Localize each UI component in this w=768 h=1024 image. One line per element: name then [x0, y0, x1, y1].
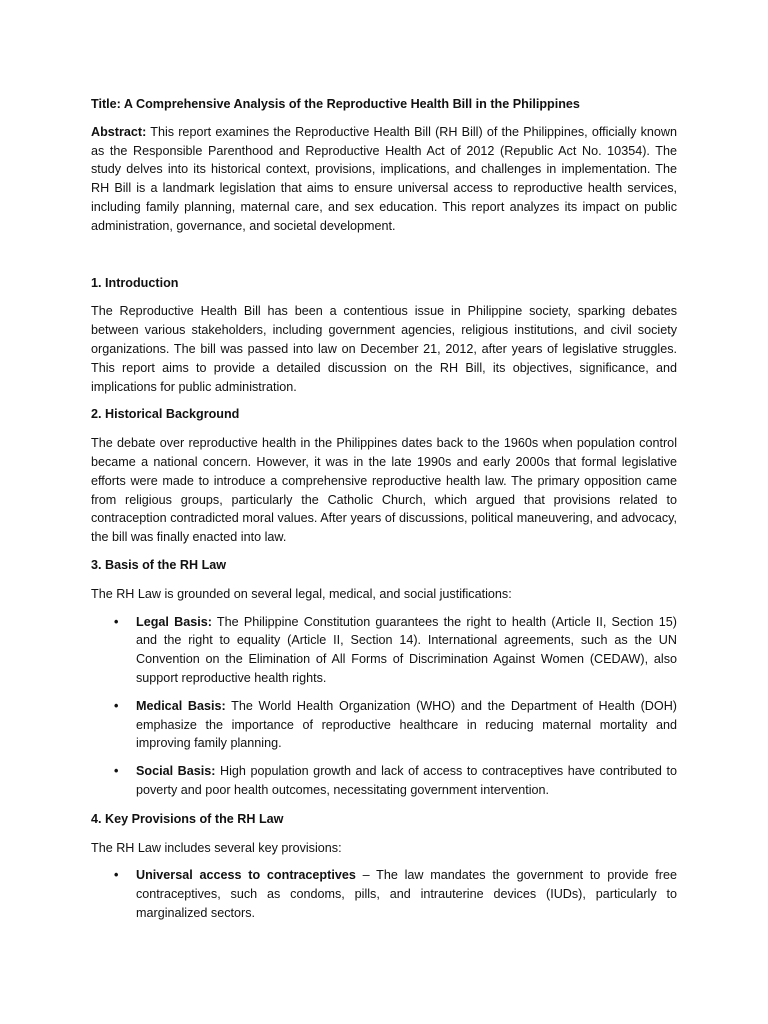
provisions-bullet-list — [91, 866, 677, 922]
basis-bullet-list — [91, 613, 677, 800]
bullet-label: Legal Basis: — [136, 614, 212, 629]
section-heading-basis: 3. Basis of the RH Law — [91, 557, 227, 572]
bullet-text: High population growth and lack of access to contraceptives have contributed to poverty and poor health outcomes, necessitating government intervention. — [136, 764, 677, 797]
bullet-text: The World Health Organization (WHO) and the Department of Health (DOH) emphasize the importance of reproductive healthcare in reducing maternal mortality and improving family planning. — [136, 698, 677, 751]
bullet-label: Universal access to contraceptives — [136, 868, 356, 883]
section-heading-introduction: 1. Introduction — [91, 275, 179, 290]
list-item — [91, 866, 677, 922]
list-item — [91, 697, 677, 753]
section-heading-historical-background: 2. Historical Background — [91, 407, 240, 422]
bullet-icon: • — [114, 698, 119, 713]
introduction-paragraph: The Reproductive Health Bill has been a contentious issue in Philippine society, sparking debates between various stakeholders, including government agencies, religious institutions, and civil society organizations. The bill was passed into law on December 21, 2012, after years of legislative struggles. This report aims to provide a detailed discussion on the RH Bill, its objectives, significance, and implications for public administration. — [91, 304, 677, 394]
bullet-label: Medical Basis: — [136, 698, 226, 713]
document-title: Title: A Comprehensive Analysis of the Reproductive Health Bill in the Philippines — [91, 97, 580, 111]
list-item — [91, 762, 677, 800]
bullet-icon: • — [114, 764, 119, 779]
historical-background-paragraph: The debate over reproductive health in the Philippines dates back to the 1960s when population control became a national concern. However, it was in the late 1990s and early 2000s that formal legislative efforts were made to introduce a comprehensive reproductive health law. The primary opposition came from religious groups, particularly the Catholic Church, which argued that provisions related to contraception contradicted moral values. After years of discussions, political maneuvering, and advocacy, the bill was finally enacted into law. — [91, 436, 677, 545]
bullet-text: – The law mandates the government to provide free contraceptives, such as condoms, pills, and intrauterine devices (IUDs), particularly to marginalized sectors. — [136, 868, 677, 920]
list-item — [91, 613, 677, 688]
abstract-text: This report examines the Reproductive Health Bill (RH Bill) of the Philippines, officially known as the Responsible Parenthood and Reproductive Health Act of 2012 (Republic Act No. 10354). The study delves into its historical context, provisions, implications, and challenges in implementation. The RH Bill is a landmark legislation that aims to ensure universal access to reproductive health services, including family planning, maternal care, and sex education. This report analyzes its impact on public administration, governance, and societal development. — [91, 124, 677, 233]
bullet-label: Social Basis: — [136, 764, 216, 779]
provisions-intro-paragraph: The RH Law includes several key provisions: — [91, 840, 342, 855]
bullet-icon: • — [114, 614, 119, 629]
basis-intro-paragraph: The RH Law is grounded on several legal, medical, and social justifications: — [91, 586, 512, 601]
bullet-text: The Philippine Constitution guarantees the right to health (Article II, Section 15) and the right to equality (Article II, Section 14). International agreements, such as the UN Convention on the Elimination of All Forms of Discrimination Against Women (CEDAW), also support reproductive health rights. — [136, 614, 677, 685]
section-heading-key-provisions: 4. Key Provisions of the RH Law — [91, 811, 284, 826]
bullet-icon: • — [114, 868, 119, 883]
abstract-label: Abstract: — [91, 124, 147, 139]
abstract-paragraph — [91, 123, 677, 236]
